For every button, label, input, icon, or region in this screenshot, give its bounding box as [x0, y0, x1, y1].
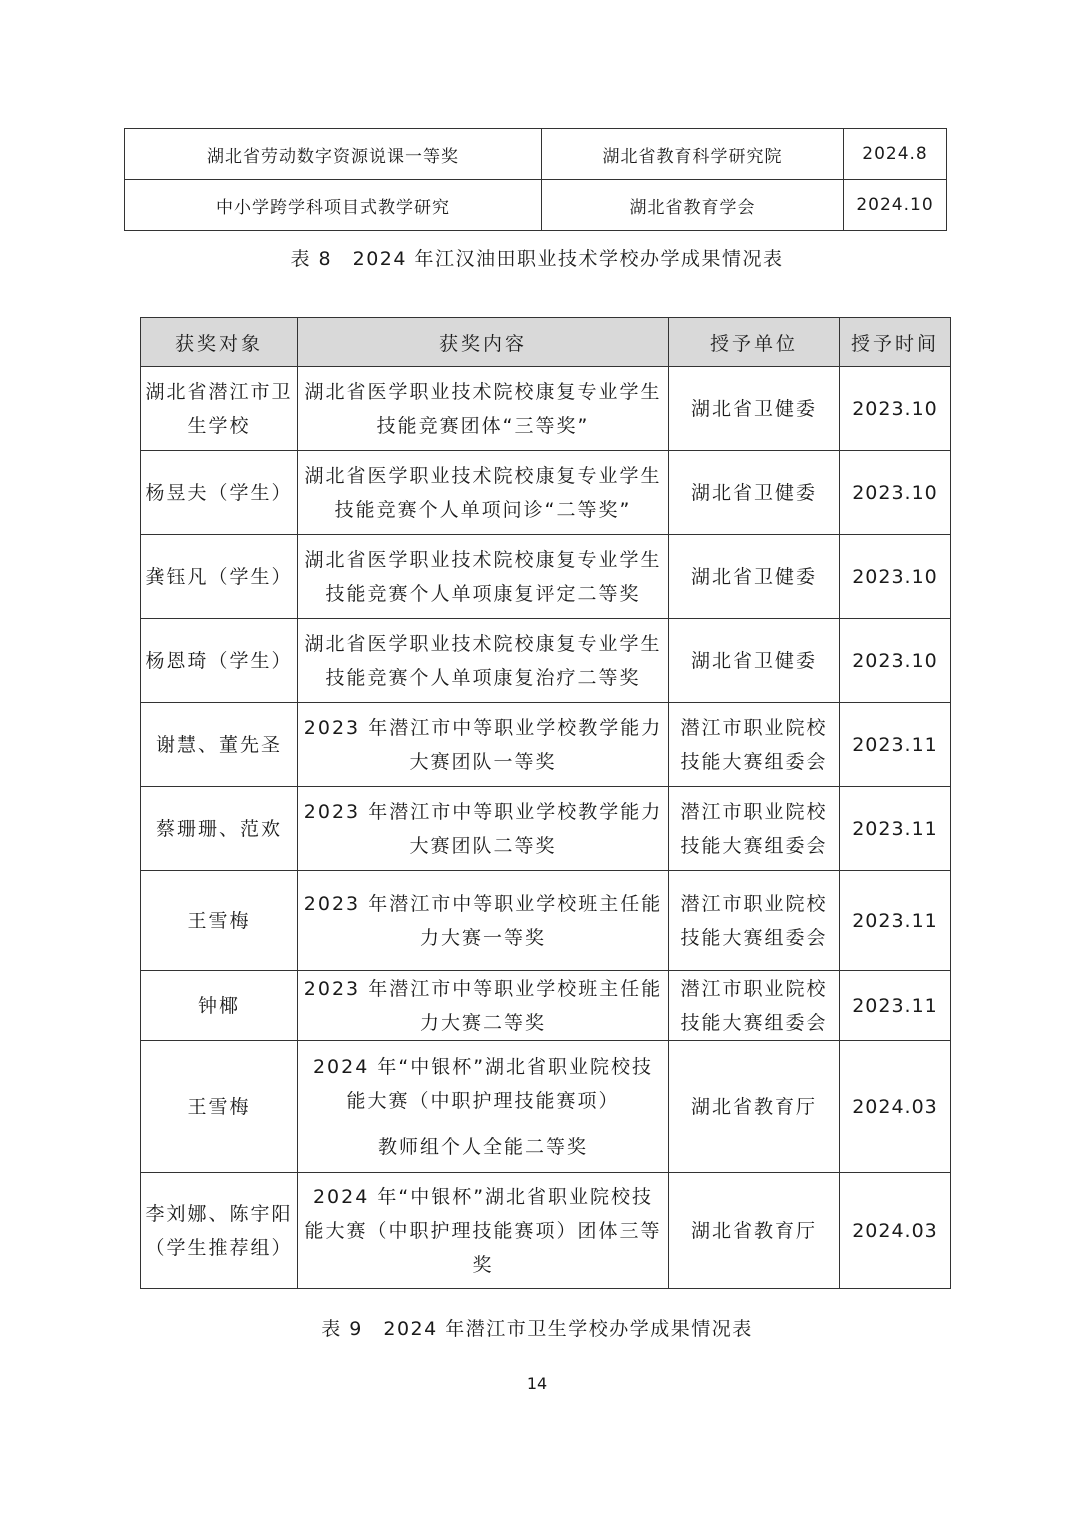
recipient-cell: [141, 971, 298, 1041]
table-8-caption: 表 8 2024 年江汉油田职业技术学校办学成果情况表: [290, 248, 784, 270]
content-line: 教师组个人全能二等奖: [377, 1135, 588, 1158]
unit-line: 技能大赛组委会: [680, 1011, 828, 1034]
content-cell: [298, 619, 669, 703]
content-line: 湖北省医学职业技术院校康复专业学生: [304, 632, 662, 655]
recipient-line: 湖北省潜江市卫: [145, 380, 293, 403]
unit-line: 潜江市职业院校: [680, 716, 828, 739]
table-row: [141, 367, 951, 451]
unit-line: 湖北省卫健委: [690, 565, 817, 588]
table-row: [125, 180, 947, 231]
award-cell: 中小学跨学科项目式教学研究: [125, 180, 542, 231]
content-line: 2023 年潜江市中等职业学校班主任能: [303, 977, 663, 1000]
unit-cell: 湖北省教育科学研究院: [542, 129, 844, 180]
recipient-cell: [141, 703, 298, 787]
content-cell: [298, 535, 669, 619]
unit-cell: [669, 1041, 840, 1173]
date-cell: 2023.11: [840, 871, 951, 971]
table-row: [141, 871, 951, 971]
unit-line: 技能大赛组委会: [680, 750, 828, 773]
unit-cell: 湖北省教育学会: [542, 180, 844, 231]
unit-line: 湖北省卫健委: [690, 481, 817, 504]
unit-cell: [669, 703, 840, 787]
previous-table-continuation: [124, 128, 947, 231]
recipient-cell: [141, 1041, 298, 1173]
content-line: 能大赛（中职护理技能赛项）团体三等: [304, 1219, 662, 1242]
header-row: [141, 318, 951, 367]
recipient-line: 谢慧、董先圣: [155, 733, 282, 756]
recipient-line: 李刘娜、陈宇阳: [145, 1202, 293, 1225]
recipient-cell: [141, 787, 298, 871]
recipient-line: 龚钰凡（学生）: [145, 565, 293, 588]
date-cell: 2024.03: [840, 1041, 951, 1173]
date-cell: 2023.10: [840, 451, 951, 535]
recipient-cell: [141, 535, 298, 619]
recipient-line: 钟椰: [197, 994, 240, 1017]
unit-line: 技能大赛组委会: [680, 926, 828, 949]
unit-cell: [669, 1173, 840, 1289]
date-cell: 2024.8: [844, 129, 947, 180]
date-cell: 2023.11: [840, 703, 951, 787]
recipient-line: （学生推荐组）: [145, 1236, 293, 1259]
table-row: [141, 1041, 951, 1173]
content-line: 大赛团队二等奖: [409, 834, 557, 857]
table-row: [141, 619, 951, 703]
content-cell: [298, 703, 669, 787]
recipient-cell: [141, 871, 298, 971]
content-line: 技能竞赛团体“三等奖”: [376, 414, 590, 437]
table-row: [141, 535, 951, 619]
content-line: 2023 年潜江市中等职业学校班主任能: [303, 892, 663, 915]
content-line: 力大赛二等奖: [419, 1011, 546, 1034]
content-cell: [298, 971, 669, 1041]
table-row: [141, 703, 951, 787]
unit-cell: [669, 451, 840, 535]
awards-table: [140, 317, 951, 1289]
unit-cell: [669, 871, 840, 971]
header-unit: 授予单位: [669, 318, 840, 367]
unit-line: 技能大赛组委会: [680, 834, 828, 857]
recipient-line: 杨昱夫（学生）: [145, 481, 293, 504]
date-cell: 2023.10: [840, 619, 951, 703]
table-row: [141, 787, 951, 871]
content-line: 技能竞赛个人单项康复评定二等奖: [325, 582, 641, 605]
content-cell: [298, 787, 669, 871]
content-cell: [298, 367, 669, 451]
content-cell: [298, 1173, 669, 1289]
content-line: 2023 年潜江市中等职业学校教学能力: [303, 800, 663, 823]
content-line: 大赛团队一等奖: [409, 750, 557, 773]
recipient-cell: [141, 619, 298, 703]
content-line: 能大赛（中职护理技能赛项）: [346, 1089, 620, 1112]
unit-line: 湖北省教育厅: [690, 1219, 817, 1242]
recipient-line: 蔡珊珊、范欢: [155, 817, 282, 840]
unit-line: 湖北省卫健委: [690, 649, 817, 672]
content-line: 2023 年潜江市中等职业学校教学能力: [303, 716, 663, 739]
award-cell: 湖北省劳动数字资源说课一等奖: [125, 129, 542, 180]
table-row: [141, 451, 951, 535]
unit-line: 潜江市职业院校: [680, 977, 828, 1000]
content-line: 技能竞赛个人单项康复治疗二等奖: [325, 666, 641, 689]
table-row: [125, 129, 947, 180]
header-recipient: 获奖对象: [141, 318, 298, 367]
content-cell: [298, 451, 669, 535]
unit-line: 潜江市职业院校: [680, 892, 828, 915]
unit-cell: [669, 787, 840, 871]
content-line: 2024 年“中银杯”湖北省职业院校技: [312, 1055, 654, 1078]
content-line: 湖北省医学职业技术院校康复专业学生: [304, 380, 662, 403]
unit-cell: [669, 619, 840, 703]
date-cell: 2023.11: [840, 787, 951, 871]
content-cell: [298, 871, 669, 971]
recipient-cell: [141, 367, 298, 451]
page-number: 14: [526, 1374, 548, 1393]
unit-cell: [669, 971, 840, 1041]
content-line: 力大赛一等奖: [419, 926, 546, 949]
table-9-caption: 表 9 2024 年潜江市卫生学校办学成果情况表: [321, 1318, 753, 1340]
content-cell: [298, 1041, 669, 1173]
content-line: 奖: [472, 1253, 494, 1276]
recipient-line: 王雪梅: [187, 909, 251, 932]
recipient-line: 王雪梅: [187, 1095, 251, 1118]
recipient-line: 生学校: [187, 414, 251, 437]
unit-cell: [669, 535, 840, 619]
unit-line: 湖北省卫健委: [690, 397, 817, 420]
awards-table-body: [141, 367, 951, 1289]
unit-line: 湖北省教育厅: [690, 1095, 817, 1118]
content-line: 湖北省医学职业技术院校康复专业学生: [304, 548, 662, 571]
recipient-cell: [141, 451, 298, 535]
content-line: 技能竞赛个人单项问诊“二等奖”: [334, 498, 632, 521]
date-cell: 2024.10: [844, 180, 947, 231]
date-cell: 2023.10: [840, 535, 951, 619]
date-cell: 2023.11: [840, 971, 951, 1041]
date-cell: 2023.10: [840, 367, 951, 451]
unit-line: 潜江市职业院校: [680, 800, 828, 823]
recipient-cell: [141, 1173, 298, 1289]
header-date: 授予时间: [840, 318, 951, 367]
unit-cell: [669, 367, 840, 451]
date-cell: 2024.03: [840, 1173, 951, 1289]
table-row: [141, 971, 951, 1041]
table-row: [141, 1173, 951, 1289]
recipient-line: 杨恩琦（学生）: [145, 649, 293, 672]
header-content: 获奖内容: [298, 318, 669, 367]
content-line: 湖北省医学职业技术院校康复专业学生: [304, 464, 662, 487]
content-line: 2024 年“中银杯”湖北省职业院校技: [312, 1185, 654, 1208]
